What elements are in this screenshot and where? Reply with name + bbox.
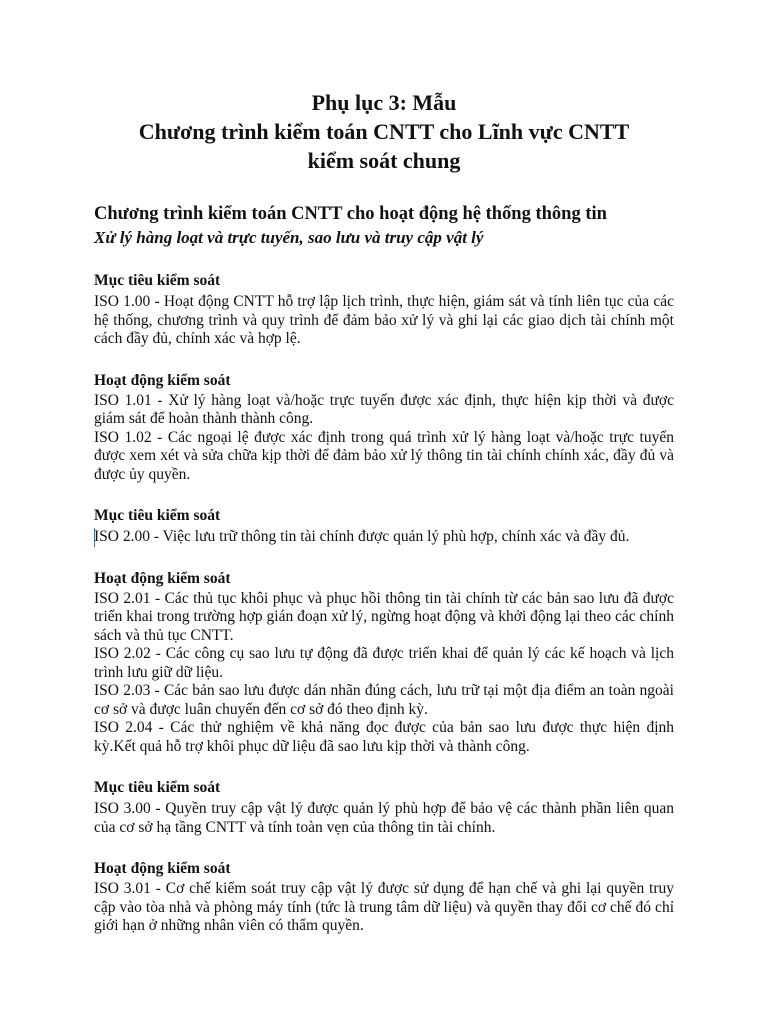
section-control-objective-2	[94, 506, 674, 547]
paragraph-iso-1-00: ISO 1.00 - Hoạt động CNTT hỗ trợ lập lịch trình, thực hiện, giám sát và tính liên tục của các hệ thống, chương trình và quy trình để đảm bảo xử lý và ghi lại các giao dịch tài chính một cách đầy đủ, chính xác và hợp lệ.	[94, 293, 674, 347]
section-control-activity-1	[94, 371, 674, 485]
paragraph-iso-2-00-text: ISO 2.00 - Việc lưu trữ thông tin tài chính được quản lý phù hợp, chính xác và đầy đủ.	[94, 528, 630, 545]
title-line-2: Chương trình kiểm toán CNTT cho Lĩnh vực CNTT	[138, 119, 630, 144]
title-line-1: Phụ lục 3: Mẫu	[311, 90, 457, 115]
section-control-objective-1	[94, 271, 674, 349]
paragraph-iso-1-02: ISO 1.02 - Các ngoại lệ được xác định trong quá trình xử lý hàng loạt và/hoặc trực tuyến được xem xét và sửa chữa kịp thời để đảm bảo xử lý thông tin tài chính chính xác, đầy đủ và được ủy quyền.	[94, 428, 674, 483]
section-heading: Mục tiêu kiểm soát	[94, 507, 221, 524]
section-heading: Hoạt động kiểm soát	[94, 860, 231, 877]
document-title	[94, 88, 674, 175]
paragraph-iso-2-04: ISO 2.04 - Các thử nghiệm về khả năng đọc được của bản sao lưu được thực hiện định kỳ.Kết quả hỗ trợ khôi phục dữ liệu đã sao lưu kịp thời và thành công.	[94, 719, 674, 755]
paragraph-iso-3-00: ISO 3.00 - Quyền truy cập vật lý được quản lý phù hợp để bảo vệ các thành phần liên quan của cơ sở hạ tầng CNTT và tính toàn vẹn của thông tin tài chính.	[94, 800, 674, 836]
paragraph-iso-2-02: ISO 2.02 - Các công cụ sao lưu tự động đã được triển khai để quản lý các kế hoạch và lịch trình lưu giữ dữ liệu.	[94, 645, 674, 681]
document-page	[94, 88, 674, 936]
title-line-3: kiểm soát chung	[307, 148, 461, 173]
document-subtitle: Chương trình kiểm toán CNTT cho hoạt động hệ thống thông tin	[94, 204, 607, 224]
section-control-objective-3	[94, 778, 674, 837]
paragraph-iso-1-01: ISO 1.01 - Xử lý hàng loạt và/hoặc trực tuyến được xác định, thực hiện kịp thời và được giám sát để hoàn thành thành công.	[94, 391, 674, 427]
section-heading: Hoạt động kiểm soát	[94, 569, 231, 587]
paragraph-iso-3-01: ISO 3.01 - Cơ chế kiểm soát truy cập vật lý được sử dụng để hạn chế và ghi lại quyền truy cập vào tòa nhà và phòng máy tính (tức là trung tâm dữ liệu) và quyền thay đổi cơ chế đó chỉ giới hạn ở những nhân viên có thẩm quyền.	[94, 880, 674, 934]
section-heading: Hoạt động kiểm soát	[94, 371, 231, 389]
paragraph-iso-2-01: ISO 2.01 - Các thủ tục khôi phục và phục hồi thông tin tài chính từ các bản sao lưu đã được triển khai trong trường hợp gián đoạn xử lý, ngừng hoạt động và khởi động lại theo các chính sách và thủ tục CNTT.	[94, 589, 674, 644]
paragraph-iso-2-00	[94, 528, 674, 547]
document-subtitle-italic: Xử lý hàng loạt và trực tuyến, sao lưu và truy cập vật lý	[94, 228, 484, 247]
section-heading: Mục tiêu kiểm soát	[94, 779, 221, 796]
section-heading: Mục tiêu kiểm soát	[94, 272, 221, 289]
section-control-activity-2	[94, 569, 674, 757]
paragraph-iso-2-03: ISO 2.03 - Các bản sao lưu được dán nhãn đúng cách, lưu trữ tại một địa điểm an toàn ngoài cơ sở và được luân chuyển đến cơ sở đó theo định kỳ.	[94, 682, 674, 718]
section-control-activity-3	[94, 859, 674, 936]
